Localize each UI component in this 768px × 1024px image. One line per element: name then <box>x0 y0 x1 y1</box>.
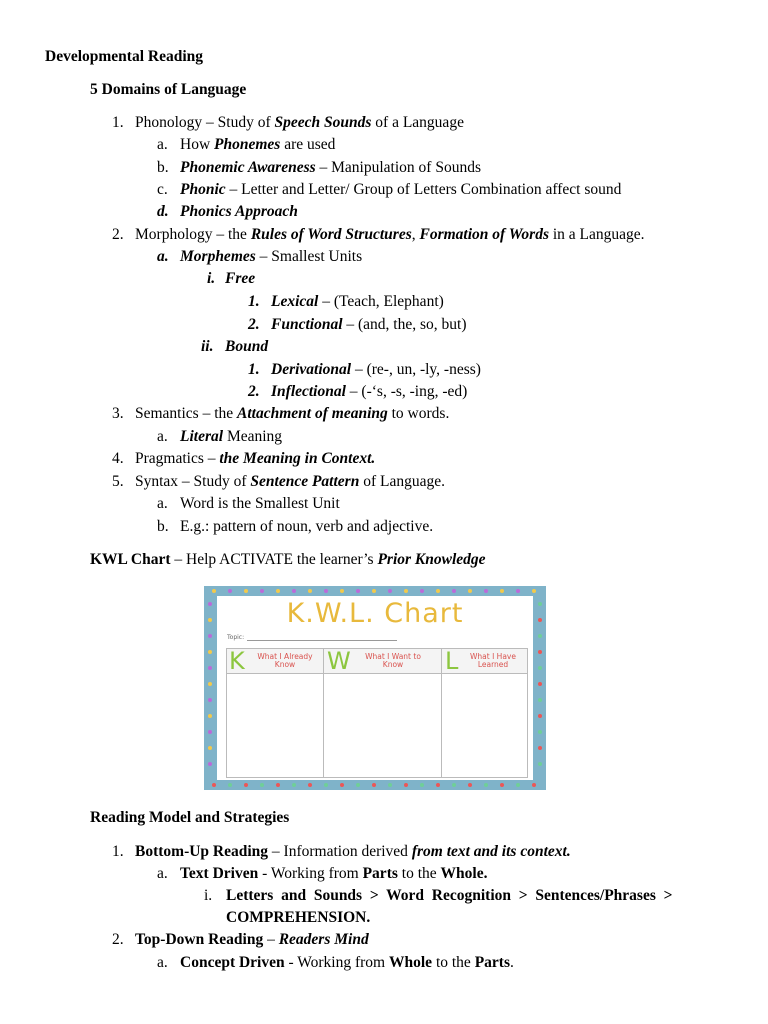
kwl-border-dot <box>244 783 248 787</box>
kwl-border-dot <box>538 682 542 686</box>
kwl-border-dot <box>500 783 504 787</box>
kwl-border-dot <box>228 783 232 787</box>
kwl-border-dot <box>420 589 424 593</box>
kwl-border-dot <box>292 589 296 593</box>
kwl-chart-sheet <box>217 596 533 780</box>
kwl-border-dot <box>356 783 360 787</box>
kwl-chart-line: KWL Chart – Help ACTIVATE the learner’s Prior Knowledge <box>90 551 486 568</box>
bottom-up-item: 1. Bottom-Up Reading – Information derived from text and its context. <box>112 843 571 860</box>
kwl-border-dot <box>260 589 264 593</box>
bound-inflectional: 2. Inflectional – (-‘s, -s, -ing, -ed) <box>248 383 468 400</box>
kwl-border-dot <box>532 783 536 787</box>
phonology-b: b. Phonemic Awareness – Manipulation of Sounds <box>157 159 481 176</box>
domains-heading: 5 Domains of Language <box>90 81 247 98</box>
kwl-border-dot <box>276 783 280 787</box>
kwl-border-dot <box>208 618 212 622</box>
kwl-border-dot <box>404 589 408 593</box>
kwl-border-dot <box>308 783 312 787</box>
kwl-border-dot <box>538 762 542 766</box>
bottom-up-i: i. Letters and Sounds > Word Recognition > Sentences/Phrases > <box>204 887 673 904</box>
kwl-border-dot <box>208 714 212 718</box>
kwl-sub-l: What I Have Learned <box>470 652 516 669</box>
kwl-border-dot <box>356 589 360 593</box>
syntax-item: 5. Syntax – Study of Sentence Pattern of Language. <box>112 473 445 490</box>
top-down-a: a. Concept Driven - Working from Whole to the Parts. <box>157 954 514 971</box>
phonology-c: c. Phonic – Letter and Letter/ Group of Letters Combination affect sound <box>157 181 622 198</box>
kwl-border-dot <box>208 698 212 702</box>
kwl-border-dot <box>436 783 440 787</box>
kwl-border-dot <box>484 783 488 787</box>
kwl-border-dot <box>452 589 456 593</box>
kwl-border-dot <box>468 783 472 787</box>
kwl-border-dot <box>500 589 504 593</box>
pragmatics-item: 4. Pragmatics – the Meaning in Context. <box>112 450 376 467</box>
kwl-border-dot <box>340 783 344 787</box>
kwl-border-dot <box>208 762 212 766</box>
kwl-chart-image <box>204 586 546 790</box>
kwl-border-dot <box>538 698 542 702</box>
kwl-title: K.W.L. Chart <box>286 598 464 629</box>
kwl-table <box>226 648 528 778</box>
kwl-border-dot <box>538 634 542 638</box>
kwl-border-dot <box>208 666 212 670</box>
kwl-topic-label: Topic: <box>227 634 245 641</box>
kwl-border-dot <box>516 589 520 593</box>
kwl-border-dot <box>538 666 542 670</box>
top-down-item: 2. Top-Down Reading – Readers Mind <box>112 931 369 948</box>
kwl-border-dot <box>208 602 212 606</box>
kwl-border-dot <box>324 783 328 787</box>
kwl-border-dot <box>388 783 392 787</box>
kwl-border-dot <box>208 634 212 638</box>
kwl-border-dot <box>538 746 542 750</box>
semantics-item: 3. Semantics – the Attachment of meaning to words. <box>112 405 450 422</box>
kwl-letter-l: L <box>445 647 459 675</box>
syntax-b: b. E.g.: pattern of noun, verb and adjective. <box>157 518 434 535</box>
kwl-border-dot <box>208 730 212 734</box>
kwl-border-dot <box>208 650 212 654</box>
kwl-border-dot <box>324 589 328 593</box>
kwl-border-dot <box>538 602 542 606</box>
kwl-border-dot <box>244 589 248 593</box>
kwl-topic-line <box>247 640 397 641</box>
kwl-column-w <box>323 649 442 777</box>
kwl-border-dot <box>452 783 456 787</box>
kwl-sub-w: What I Want to Know <box>365 652 421 669</box>
morpheme-bound: ii. Bound <box>201 338 269 355</box>
kwl-border-dot <box>208 746 212 750</box>
kwl-border-dot <box>538 650 542 654</box>
kwl-border-dot <box>538 730 542 734</box>
free-functional: 2. Functional – (and, the, so, but) <box>248 316 467 333</box>
morphology-item: 2. Morphology – the Rules of Word Structures, Formation of Words in a Language. <box>112 226 645 243</box>
kwl-column-l <box>441 649 527 777</box>
kwl-border-dot <box>532 589 536 593</box>
kwl-border-dot <box>276 589 280 593</box>
kwl-border-dot <box>208 682 212 686</box>
phonology-d: d. Phonics Approach <box>157 203 298 220</box>
morpheme-free: i. Free <box>207 270 256 287</box>
kwl-border-dot <box>372 783 376 787</box>
kwl-border-dot <box>420 783 424 787</box>
bottom-up-i-cont: COMPREHENSION. <box>226 909 371 926</box>
kwl-column-k <box>227 649 324 777</box>
kwl-letter-k: K <box>229 647 245 675</box>
kwl-border-dot <box>372 589 376 593</box>
kwl-border-dot <box>340 589 344 593</box>
bound-derivational: 1. Derivational – (re-, un, -ly, -ness) <box>248 361 481 378</box>
kwl-border-dot <box>468 589 472 593</box>
syntax-a: a. Word is the Smallest Unit <box>157 495 340 512</box>
kwl-border-dot <box>404 783 408 787</box>
kwl-border-dot <box>388 589 392 593</box>
reading-heading: Reading Model and Strategies <box>90 809 290 826</box>
kwl-border-dot <box>292 783 296 787</box>
kwl-border-dot <box>260 783 264 787</box>
free-lexical: 1. Lexical – (Teach, Elephant) <box>248 293 444 310</box>
morphology-a: a. Morphemes – Smallest Units <box>157 248 363 265</box>
kwl-border-dot <box>484 589 488 593</box>
kwl-border-dot <box>538 714 542 718</box>
document-title: Developmental Reading <box>45 48 204 65</box>
bottom-up-a: a. Text Driven - Working from Parts to the Whole. <box>157 865 488 882</box>
kwl-border-dot <box>538 618 542 622</box>
phonology-item: 1. Phonology – Study of Speech Sounds of a Language <box>112 114 464 131</box>
kwl-border-dot <box>308 589 312 593</box>
kwl-border-dot <box>212 589 216 593</box>
kwl-border-dot <box>436 589 440 593</box>
kwl-border-dot <box>516 783 520 787</box>
kwl-letter-w: W <box>327 647 351 675</box>
phonology-a: a. How Phonemes are used <box>157 136 336 153</box>
kwl-sub-k: What I Already Know <box>257 652 313 669</box>
kwl-border-dot <box>212 783 216 787</box>
semantics-a: a. Literal Meaning <box>157 428 283 445</box>
kwl-border-dot <box>228 589 232 593</box>
